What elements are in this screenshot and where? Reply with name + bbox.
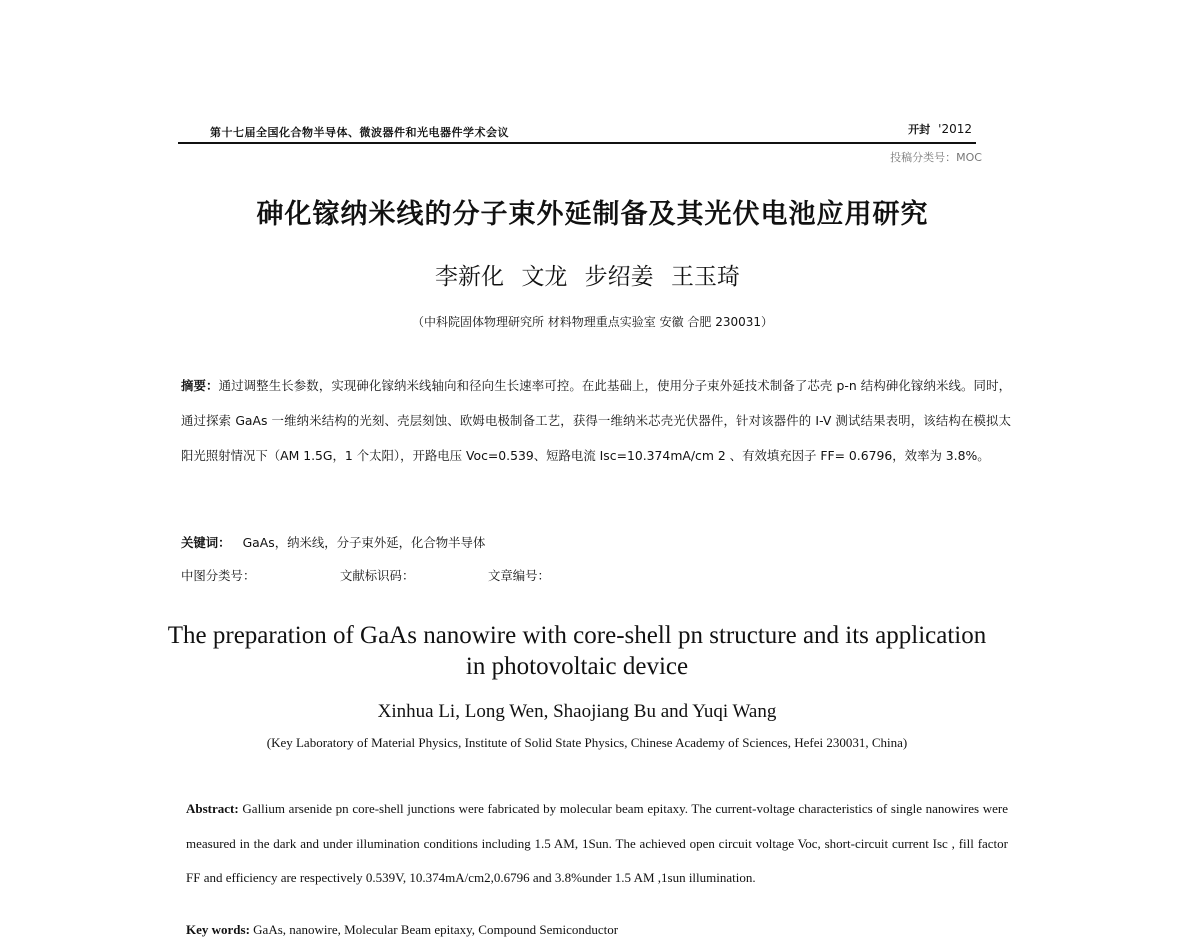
chinese-keywords bbox=[181, 533, 485, 551]
chinese-keywords-text: GaAs，纳米线，分子束外延，化合物半导体 bbox=[242, 535, 486, 550]
english-authors: Xinhua Li, Long Wen, Shaojiang Bu and Yuqi Wang bbox=[377, 701, 777, 722]
document-id-label: 文献标识码： bbox=[340, 568, 415, 583]
article-number-label: 文章编号： bbox=[488, 568, 550, 583]
chinese-abstract-label: 摘要： bbox=[181, 378, 219, 393]
chinese-affiliation: （中科院固体物理研究所 材料物理重点实验室 安徽 合肥 230031） bbox=[411, 315, 774, 329]
english-affiliation: (Key Laboratory of Material Physics, Institute of Solid State Physics, Chinese Academy of Sciences, Hefei 230031, China) bbox=[266, 735, 908, 750]
classification-row bbox=[181, 566, 681, 586]
conference-header bbox=[178, 120, 976, 144]
conference-location: 开封 bbox=[908, 123, 931, 136]
chinese-abstract-text: 通过调整生长参数，实现砷化镓纳米线轴向和径向生长速率可控。在此基础上，使用分子束外延技术制备了芯壳 p-n 结构砷化镓纳米线。同时，通过探索 GaAs 一维纳米结构的光刻、壳层刻蚀、欧姆电极制备工艺，获得一维纳米芯壳光伏器件，针对该器件的 I-V 测试结果表明，该结构在模拟太阳光照射情况下（AM 1.5G，1 个太阳），开路电压 Voc=0.539、短路电流 Isc=10.374mA/cm 2 、有效填充因子 FF= 0.6796，效率为 3.8%。 bbox=[181, 378, 1011, 463]
english-keywords-text: GaAs, nanowire, Molecular Beam epitaxy, Compound Semiconductor bbox=[253, 922, 619, 937]
chinese-keywords-label: 关键词： bbox=[181, 535, 231, 550]
chinese-authors: 李新化 文龙 步绍姜 王玉琦 bbox=[435, 264, 740, 290]
english-abstract-text: Gallium arsenide pn core-shell junctions were fabricated by molecular beam epitaxy. The current-voltage characteristics of single nanowires were measured in the dark and under illumination conditions including 1.5 AM, 1Sun. The achieved open circuit voltage Voc, short-circuit current Isc , fill factor FF and efficiency are respectively 0.539V, 10.374mA/cm2,0.6796 and 3.8%under 1.5 AM ,1sun illumination. bbox=[186, 801, 1009, 885]
class-number-label: 中图分类号： bbox=[181, 568, 256, 583]
english-abstract-label: Abstract: bbox=[186, 801, 239, 816]
conference-name: 第十七届全国化合物半导体、微波器件和光电器件学术会议 bbox=[210, 126, 509, 139]
chinese-abstract bbox=[181, 368, 1011, 473]
chinese-title: 砷化镓纳米线的分子束外延制备及其光伏电池应用研究 bbox=[256, 199, 929, 230]
english-abstract bbox=[186, 792, 1008, 896]
submission-category: 投稿分类号：MOC bbox=[890, 151, 982, 164]
english-title: The preparation of GaAs nanowire with core-shell pn structure and its application in photovoltaic device bbox=[167, 622, 987, 680]
conference-location-year bbox=[908, 121, 972, 137]
english-keywords-label: Key words: bbox=[186, 922, 250, 937]
conference-year: '2012 bbox=[938, 122, 972, 136]
